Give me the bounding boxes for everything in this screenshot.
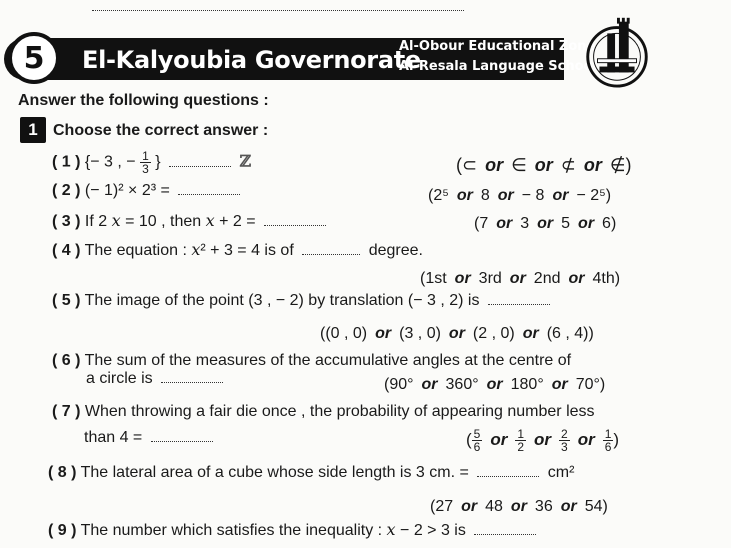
integers-set-symbol: ℤ [239, 151, 252, 171]
section-title: Choose the correct answer : [53, 122, 269, 139]
choice[interactable]: − 2⁵) [576, 187, 612, 204]
choice[interactable]: (2⁵ [428, 187, 449, 204]
question-6 [52, 352, 571, 370]
choice[interactable]: (3 , 0) [399, 325, 441, 342]
answer-blank[interactable] [477, 464, 539, 477]
answer-blank[interactable] [264, 213, 326, 226]
answer-blank[interactable] [302, 242, 360, 255]
choice[interactable]: 5 [561, 215, 571, 232]
school-name: Al-Resala Language School [399, 59, 597, 74]
choice[interactable]: $\frac{1}{2}$ [517, 427, 525, 454]
question-text: When throwing a fair die once , the probability of appearing number less [84, 403, 595, 420]
answer-blank[interactable] [161, 370, 223, 383]
question-number: ( 6 ) [52, 352, 81, 369]
question-1 [52, 150, 251, 175]
choices-q7: ( $\frac{5}{6}$ or $\frac{1}{2}$ or $\frac{2}{3}$ or $\frac{1}{6}$ ) [466, 427, 620, 454]
question-8 [48, 464, 574, 482]
choice[interactable]: 3 [520, 215, 530, 232]
choice[interactable]: $\frac{1}{6}$ [604, 427, 612, 454]
choices-q2: (2⁵ or 8 or − 8 or − 2⁵) [428, 187, 612, 204]
choices-q3: (7 or 3 or 5 or 6) [474, 215, 617, 232]
choice[interactable]: − 8 [521, 187, 545, 204]
choice[interactable]: 6) [602, 215, 617, 232]
choice[interactable]: $\frac{5}{6}$ [473, 427, 481, 454]
choice[interactable]: ∉) [609, 155, 632, 175]
question-number: ( 1 ) [52, 153, 81, 171]
question-number: ( 9 ) [48, 522, 77, 539]
choice[interactable]: (6 , 4)) [546, 325, 594, 342]
choice[interactable]: ((0 , 0) [320, 325, 368, 342]
choice[interactable]: 4th) [592, 270, 621, 287]
question-5 [52, 292, 554, 310]
choice[interactable]: (90° [384, 376, 414, 393]
choice[interactable]: 180° [510, 376, 544, 393]
choice[interactable]: 8 [480, 187, 490, 204]
choices-q4: (1st or 3rd or 2nd or 4th) [420, 270, 621, 287]
answer-heading: Answer the following questions : [18, 92, 269, 109]
top-dotted-line [92, 0, 464, 11]
question-2 [52, 182, 244, 200]
choices-q6: (90° or 360° or 180° or 70°) [384, 376, 606, 393]
governorate-logo-icon [578, 10, 656, 88]
educational-zone: Al-Obour Educational Zone [399, 39, 596, 54]
answer-blank[interactable] [169, 154, 231, 167]
choice[interactable]: 3rd [478, 270, 502, 287]
variable-x: x [111, 211, 121, 230]
answer-blank[interactable] [474, 522, 536, 535]
question-text: The image of the point (3 , − 2) by translation (− 3 , 2) is [84, 292, 480, 309]
choice[interactable]: 36 [534, 498, 553, 515]
question-number: ( 5 ) [52, 292, 81, 309]
question-9: ( 9 ) The number which satisfies the inequality : x − 2 > 3 is [48, 520, 540, 540]
question-text: {− 3 , − [84, 153, 136, 171]
question-text: (− 1)² × 2³ = [84, 182, 170, 199]
variable-x: x [205, 211, 215, 230]
question-number: ( 7 ) [52, 403, 81, 420]
choice[interactable]: (27 [430, 498, 454, 515]
question-number: ( 8 ) [48, 464, 77, 481]
question-text: The sum of the measures of the accumulative angles at the centre of [84, 352, 572, 369]
choices-q5: ((0 , 0) or (3 , 0) or (2 , 0) or (6 , 4)) [320, 325, 594, 342]
question-6-line2: a circle is [86, 370, 227, 388]
answer-blank[interactable] [151, 429, 213, 442]
question-3: ( 3 ) If 2 x = 10 , then x + 2 = [52, 211, 330, 231]
governorate-title: El-Kalyoubia Governorate [82, 46, 421, 74]
variable-x: x [191, 240, 201, 259]
question-text: The lateral area of a cube whose side length is 3 cm. = [80, 464, 469, 481]
question-text-end: } [155, 153, 161, 171]
unit-number-badge: 5 [8, 32, 60, 84]
question-7 [52, 403, 595, 421]
choice[interactable]: 70°) [575, 376, 606, 393]
answer-blank[interactable] [488, 292, 550, 305]
choice[interactable]: (1st [420, 270, 447, 287]
unit-label: cm² [547, 464, 575, 481]
header [4, 30, 724, 86]
choice[interactable]: ∈ [511, 155, 527, 175]
choice[interactable]: (2 , 0) [472, 325, 515, 342]
choice[interactable]: 48 [485, 498, 503, 515]
choice[interactable]: 2nd [533, 270, 561, 287]
variable-x: x [386, 520, 396, 539]
answer-blank[interactable] [178, 182, 240, 195]
section-number-badge: 1 [20, 117, 46, 143]
question-number: ( 2 ) [52, 182, 81, 199]
choice[interactable]: ⊄ [560, 155, 576, 175]
question-7-line2: than 4 = [84, 429, 217, 447]
choice[interactable]: 360° [445, 376, 479, 393]
choices-q1: (⊂ or ∈ or ⊄ or ∉) [456, 155, 632, 175]
choices-q8: (27 or 48 or 36 or 54) [430, 498, 608, 515]
choice[interactable]: (7 [474, 215, 489, 232]
choice[interactable]: $\frac{2}{3}$ [561, 427, 568, 454]
question-4: ( 4 ) The equation : x² + 3 = 4 is of degree. [52, 240, 423, 259]
choice[interactable]: (⊂ [456, 155, 478, 175]
question-number: ( 3 ) [52, 213, 81, 230]
fraction: $\frac{1}{3}$ [142, 149, 149, 176]
choice[interactable]: 54) [584, 498, 608, 515]
question-number: ( 4 ) [52, 242, 81, 259]
